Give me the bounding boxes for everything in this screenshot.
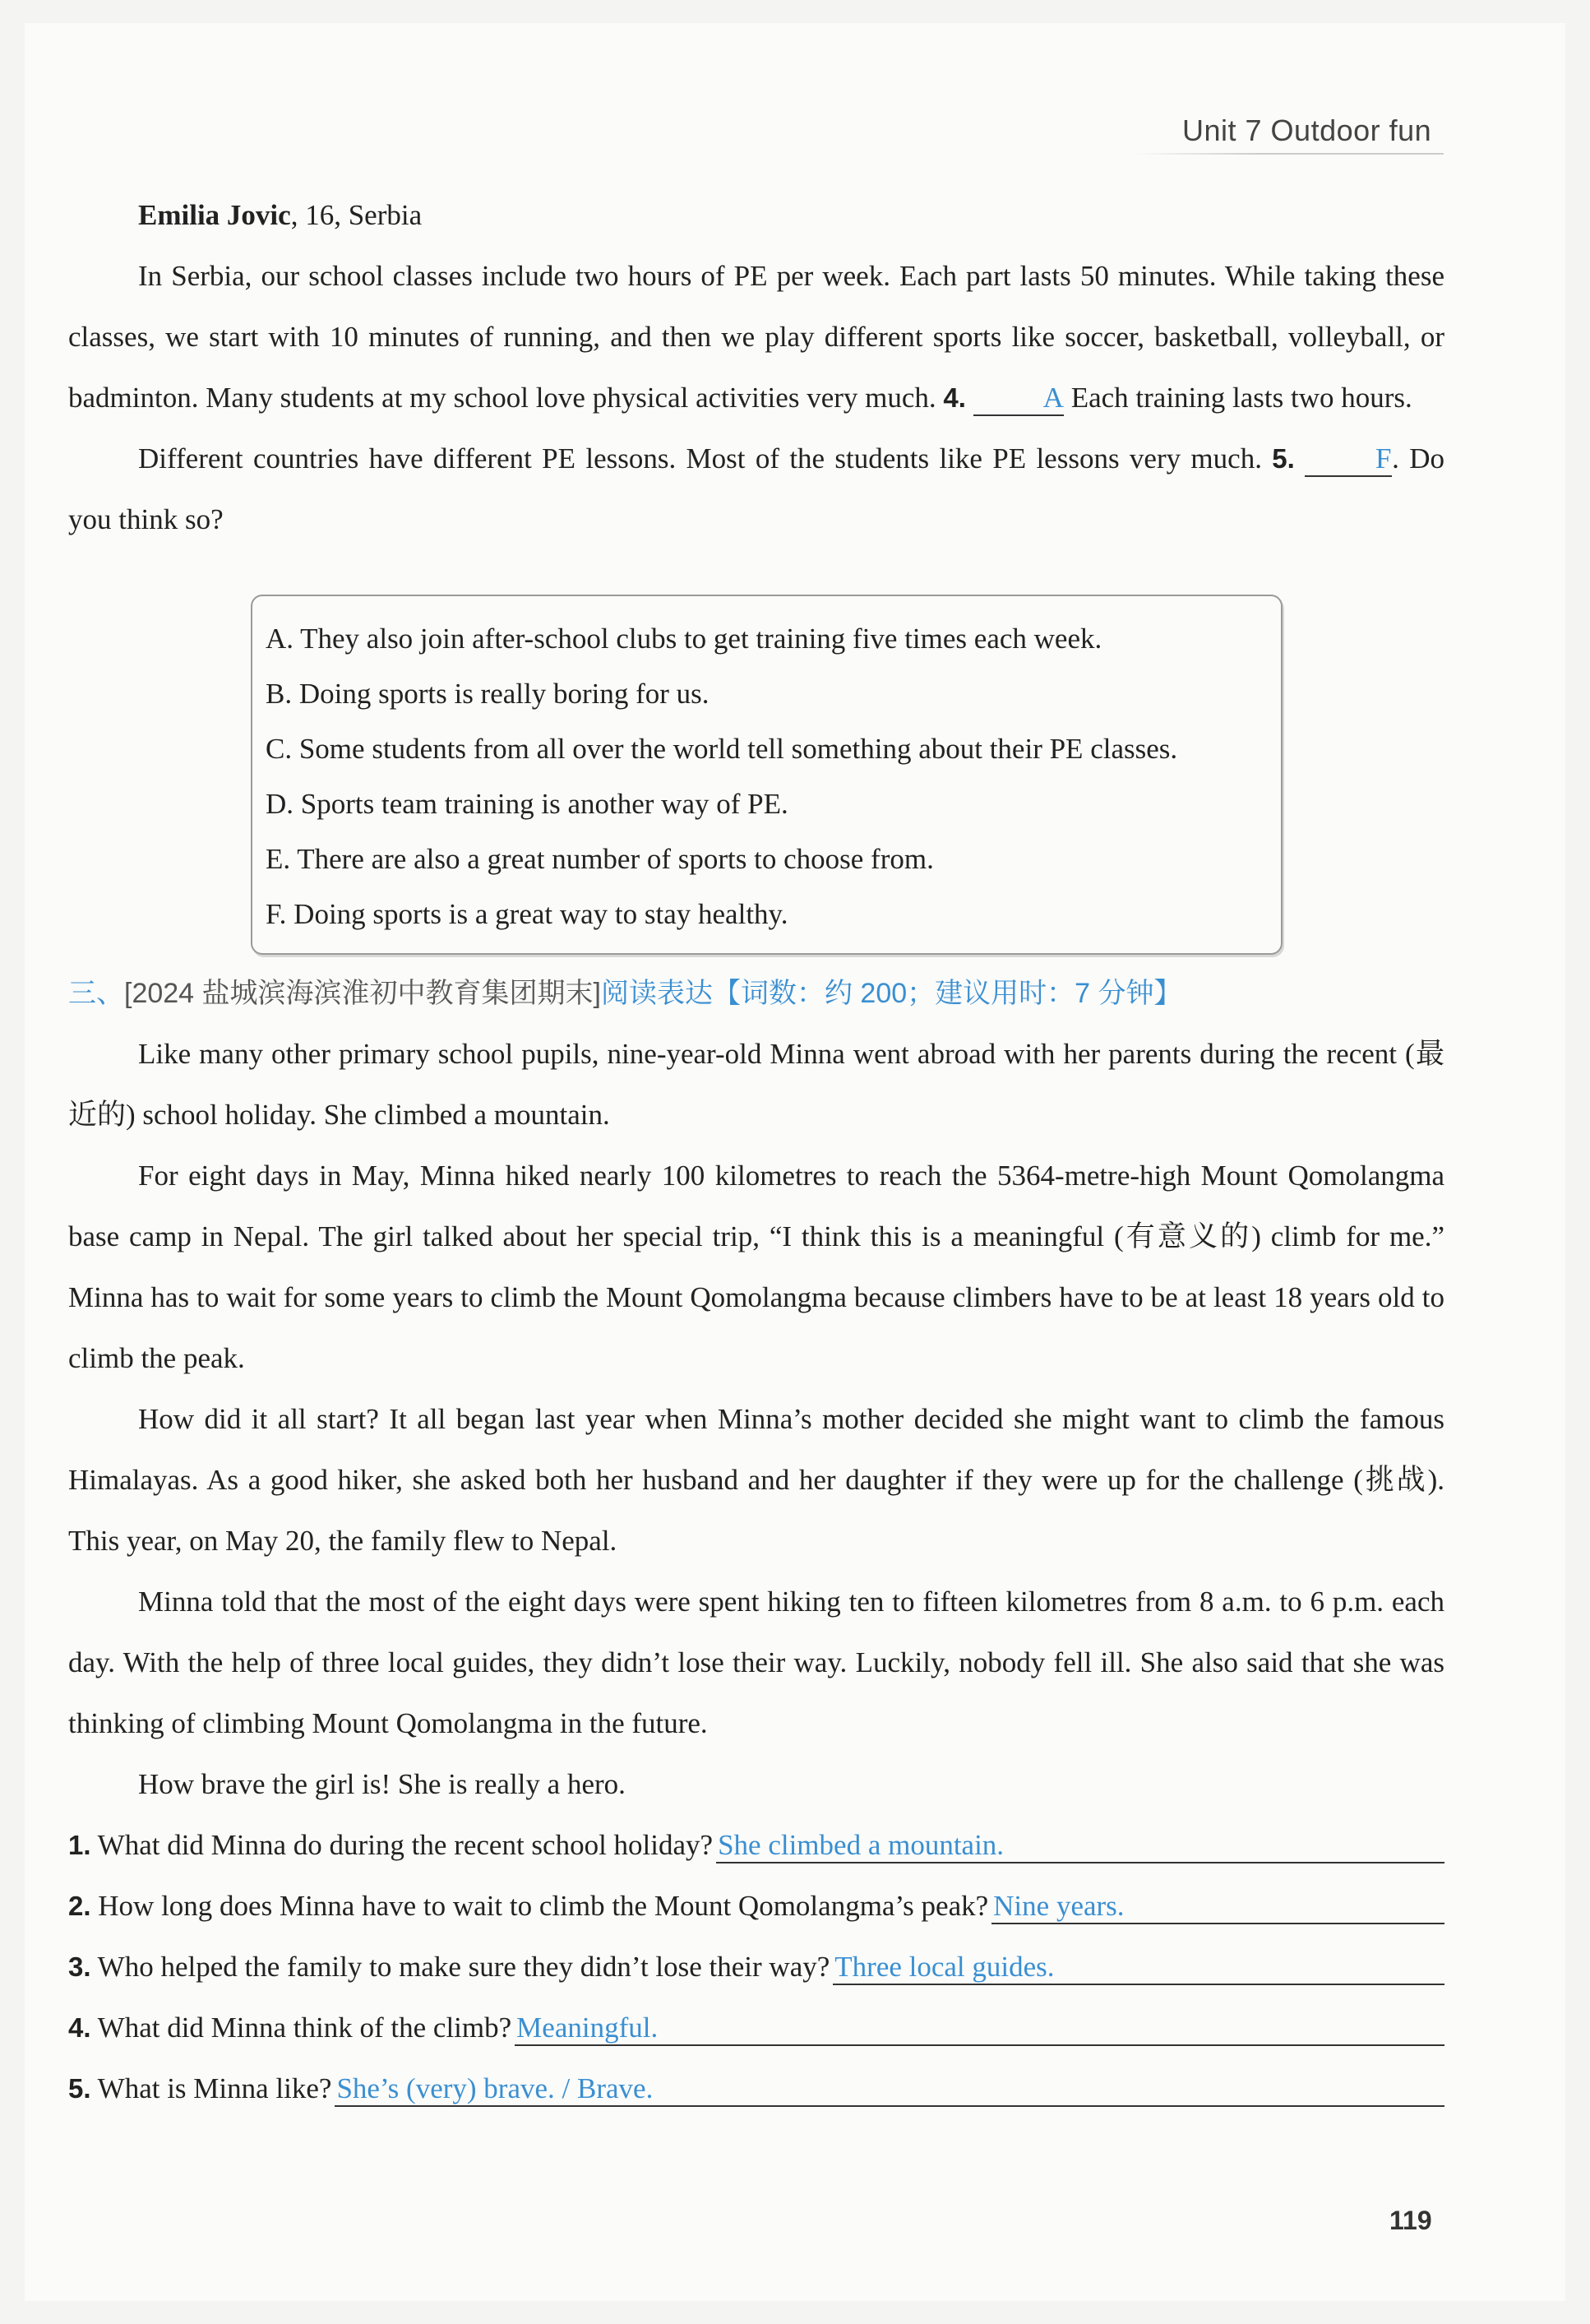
content [68, 185, 1444, 2119]
blank-4-number: 4. [943, 382, 966, 413]
page-number: 119 [1389, 2206, 1432, 2235]
paragraph-text: In Serbia, our school classes include two hours of PE per week. Each part lasts 50 minutes. While taking these classes, we start with 10 minutes of running, and then we play different sports like soccer, basketball, volleyball, or badminton. Many students at my school love physical activities very much. [68, 260, 1444, 414]
section-heading: 阅读表达【词数：约 200；建议用时：7 分钟】 [600, 978, 1182, 1009]
question-row [68, 1815, 1444, 1876]
option-item: B. Doing sports is really boring for us. [266, 678, 709, 710]
option-item: A. They also join after-school clubs to get training five times each week. [266, 623, 1102, 655]
conclusion-text-after: . Do you think so? [68, 442, 1445, 535]
question-row [68, 2058, 1444, 2119]
profile-heading [68, 185, 1444, 246]
paragraph-text-after: Each training lasts two hours. [1070, 382, 1412, 414]
answer-line[interactable]: Meaningful. [515, 2012, 1444, 2046]
profile-details: , 16, Serbia [290, 199, 423, 231]
passage-paragraph: Minna told that the most of the eight days were spent hiking ten to fifteen kilometres from 8 a.m. to 6 p.m. each day. With the help of three local guides, they didn’t lose their way. Luckily, nobody fell ill. She also said that she was thinking of climbing Mount Qomolangma in the future. [68, 1586, 1444, 1739]
conclusion-text: Different countries have different PE lessons. Most of the students like PE lessons very much. [138, 442, 1262, 475]
question-text: 4. What did Minna think of the climb? [68, 2012, 512, 2044]
section-prefix: 三、 [68, 978, 124, 1009]
question-text: 2. How long does Minna have to wait to climb the Mount Qomolangma’s peak? [68, 1890, 989, 1922]
profile-paragraph [68, 246, 1444, 428]
option-item: C. Some students from all over the world tell something about their PE classes. [266, 733, 1178, 765]
section-3-title [68, 963, 1444, 1024]
passage-paragraph: How brave the girl is! She is really a hero. [138, 1768, 626, 1800]
question-text: 1. What did Minna do during the recent school holiday? [68, 1829, 714, 1861]
section-source: [2024 盐城滨海滨淮初中教育集团期末] [124, 978, 601, 1009]
passage-paragraph: How did it all start? It all began last year when Minna’s mother decided she might want to climb the famous Himalayas. As a good hiker, she asked both her husband and her daughter if they were up for the challenge (挑战). This year, on May 20, the family flew to Nepal. [68, 1403, 1444, 1557]
answer-line[interactable]: She’s (very) brave. / Brave. [335, 2072, 1444, 2107]
question-number: 4. [68, 2012, 91, 2043]
question-text: 3. Who helped the family to make sure they didn’t lose their way? [68, 1951, 830, 1983]
conclusion-paragraph [68, 428, 1444, 550]
option-item: F. Doing sports is a great way to stay healthy. [266, 898, 788, 930]
unit-header: Unit 7 Outdoor fun [1182, 113, 1432, 147]
blank-5-number: 5. [1272, 443, 1295, 474]
passage-paragraph: Like many other primary school pupils, nine-year-old Minna went abroad with her parents during the recent (最近的) school holiday. She climbed a mountain. [68, 1038, 1444, 1131]
option-item: E. There are also a great number of sports to choose from. [266, 843, 934, 875]
profile-name: Emilia Jovic [138, 199, 291, 231]
question-number: 3. [68, 1951, 91, 1982]
passage-paragraph: For eight days in May, Minna hiked nearly 100 kilometres to reach the 5364-metre-high Mount Qomolangma base camp in Nepal. The girl talked about her special trip, “I think this is a meaningful (有意义的) climb for me.” Minna has to wait for some years to climb the Mount Qomolangma because climbers have to be at least 18 years old to climb the peak. [68, 1160, 1444, 1374]
blank-4-answer[interactable]: A [973, 382, 1064, 416]
question-number: 1. [68, 1830, 91, 1860]
question-text: 5. What is Minna like? [68, 2072, 332, 2104]
header-rule [1135, 153, 1444, 155]
question-number: 5. [68, 2073, 91, 2104]
question-row [68, 1876, 1444, 1937]
blank-5-answer[interactable]: F [1305, 442, 1392, 477]
options-box [251, 595, 1283, 955]
question-number: 2. [68, 1891, 91, 1921]
question-row [68, 1998, 1444, 2058]
option-item: D. Sports team training is another way of PE. [266, 788, 788, 820]
answer-line[interactable]: Nine years. [991, 1890, 1444, 1924]
answer-line[interactable]: She climbed a mountain. [716, 1829, 1444, 1863]
question-row [68, 1937, 1444, 1998]
answer-line[interactable]: Three local guides. [833, 1951, 1444, 1985]
